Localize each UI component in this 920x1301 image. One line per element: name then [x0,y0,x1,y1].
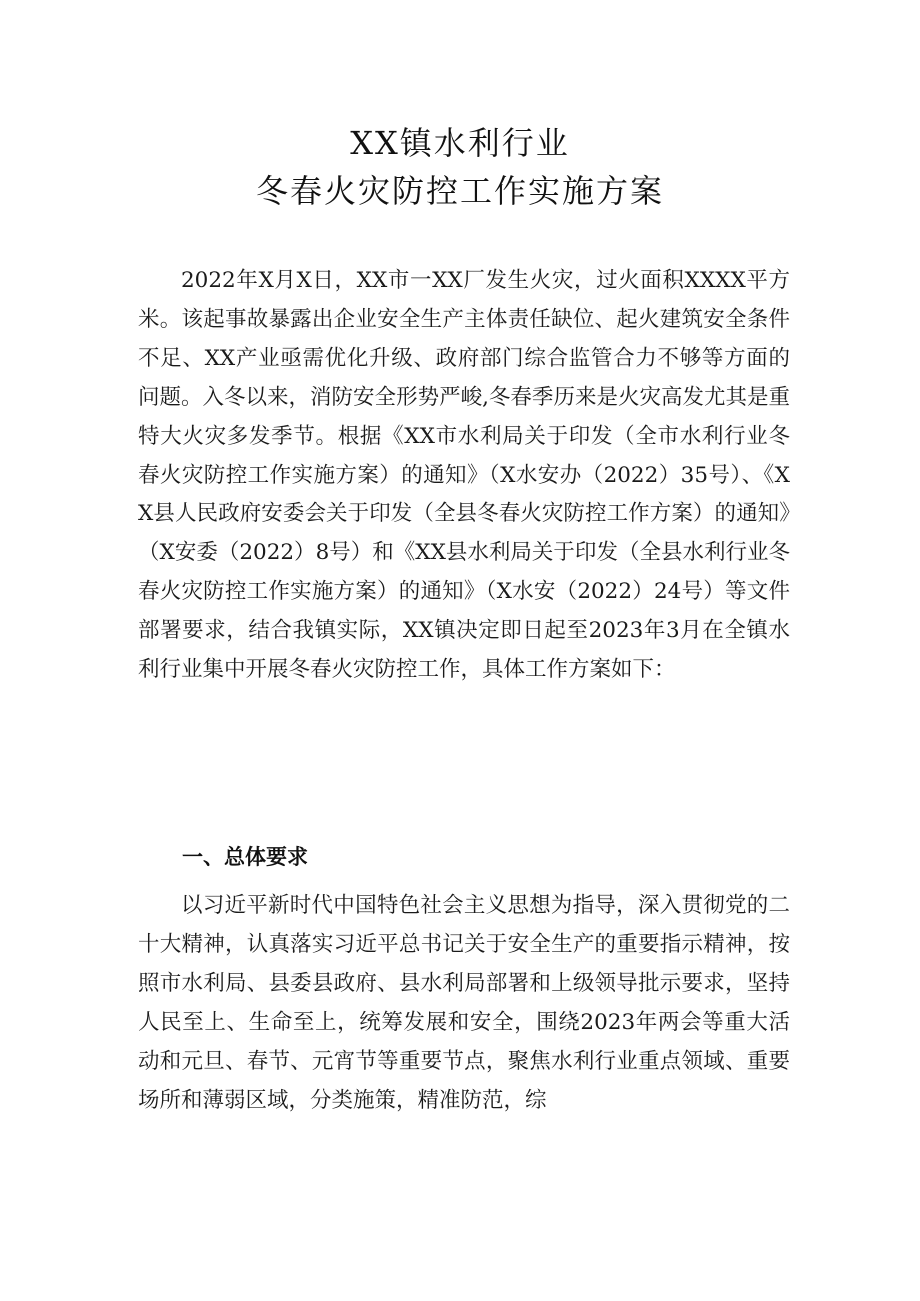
document-title-line-2: 冬春火灾防控工作实施方案 [255,172,664,210]
section-heading-general-requirements: 一、总体要求 [182,845,308,869]
general-requirements-paragraph: 以习近平新时代中国特色社会主义思想为指导，深入贯彻党的二十大精神，认真落实习近平总书记关于安全生产的重要指示精神，按照市水利局、县委县政府、县水利局部署和上级领导批示要求，坚持人民至上、生命至上，统筹发展和安全，围绕2023年两会等重大活动和元旦、春节、元宵节等重要节点，聚焦水利行业重点领域、重要场所和薄弱区域，分类施策，精准防范，综 [138,893,790,1113]
intro-paragraph: 2022年X月X日，XX市一XX厂发生火灾，过火面积XXXX平方米。该起事故暴露出企业安全生产主体责任缺位、起火建筑安全条件不足、XX产业亟需优化升级、政府部门综合监管合力不够等方面的问题。入冬以来，消防安全形势严峻,冬春季历来是火灾高发尤其是重特大火灾多发季节。根据《XX市水利局关于印发（全市水利行业冬春火灾防控工作实施方案）的通知》（X水安办（2022）35号）、《XX县人民政府安委会关于印发（全县冬春火灾防控工作方案）的通知》（X安委（2022）8号）和《XX县水利局关于印发（全县水利行业冬春火灾防控工作实施方案）的通知》（X水安（2022）24号）等文件部署要求，结合我镇实际，XX镇决定即日起至2023年3月在全镇水利行业集中开展冬春火灾防控工作，具体工作方案如下： [138,268,790,683]
document-title-line-1: XX镇水利行业 [350,124,570,162]
